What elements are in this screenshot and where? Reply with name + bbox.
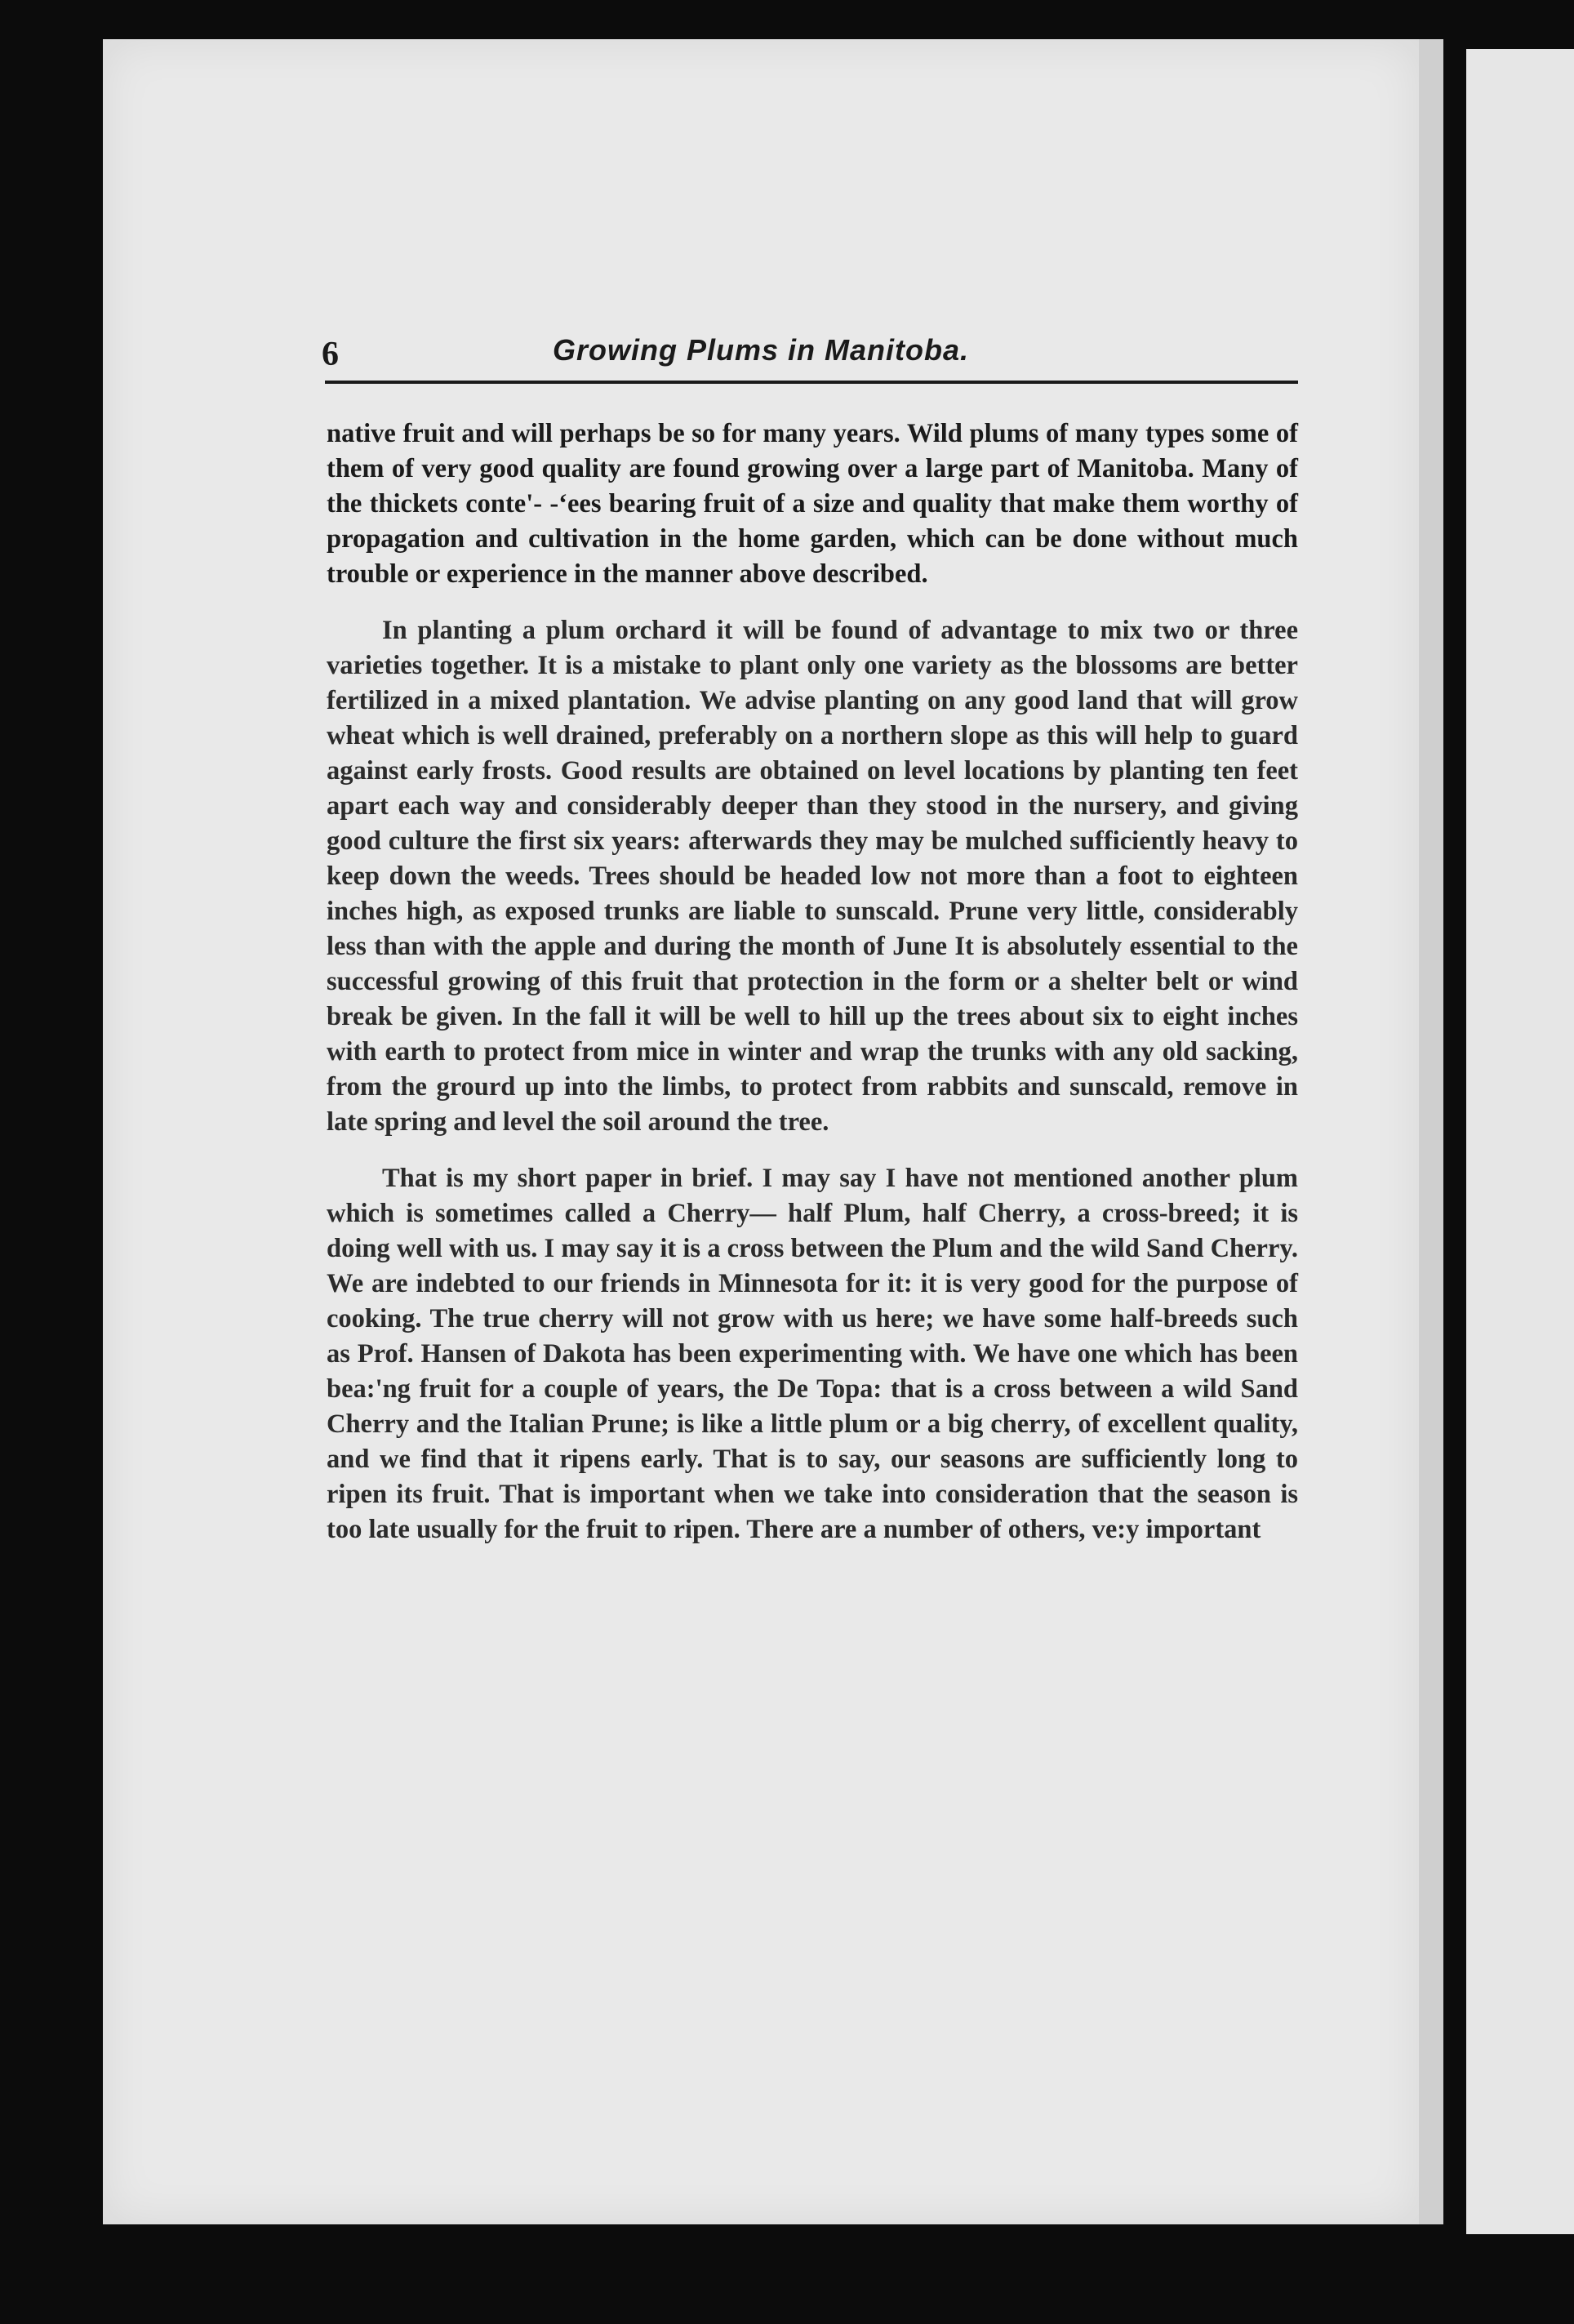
header-rule: [325, 381, 1298, 384]
facing-page-edge: [1466, 49, 1574, 2234]
running-title: Growing Plums in Manitoba.: [552, 333, 969, 367]
paragraph-2: In planting a plum orchard it will be found of advantage to mix two or three varieties together. It is a mistake to plant only one variety as the blossoms are better fertilized in a mixed plantation. We advise planting on any good land that will grow wheat which is well drained, preferably on a northern slope as this will help to guard against early frosts. Good results are obtained on level locations by planting ten feet apart each way and considerably deeper than they stood in the nursery, and giving good culture the first six years: afterwards they may be mulched sufficiently heavy to keep down the weeds. Trees should be headed low not more than a foot to eighteen inches high, as exposed trunks are liable to sunscald. Prune very little, considerably less than with the apple and during the month of June It is absolutely essential to the successful growing of this fruit that protection in the form or a shelter belt or wind break be given. In the fall it will be well to hill up the trees about six to eight inches with earth to protect from mice in winter and wrap the trunks with any old sacking, from the grourd up into the limbs, to protect from rabbits and sunscald, remove in late spring and level the soil around the tree.: [327, 616, 1298, 1137]
paragraph-1: native fruit and will perhaps be so for many years. Wild plums of many types some of them of very good quality are found growing over a large part of Manitoba. Many of the thickets conte'- -‘ees bearing fruit of a size and quality that make them worthy of propagation and cultivation in the home garden, which can be done without much trouble or experience in the manner above described.: [327, 419, 1298, 589]
page-number: 6: [322, 336, 339, 373]
paragraph-3: That is my short paper in brief. I may say I have not mentioned another plum which is sometimes called a Cherry— half Plum, half Cherry, a cross-breed; it is doing well with us. I may say it is a cross between the Plum and the wild Sand Cherry. We are indebted to our friends in Minnesota for it: it is very good for the purpose of cooking. The true cherry will not grow with us here; we have some half-breeds such as Prof. Hansen of Dakota has been experimenting with. We have one which has been bea:'ng fruit for a couple of years, the De Topa: that is a cross between a wild Sand Cherry and the Italian Prune; is like a little plum or a big cherry, of excellent quality, and we find that it ripens early. That is to say, our seasons are sufficiently long to ripen its fruit. That is important when we take into consideration that the season is too late usually for the fruit to ripen. There are a number of others, ve:y important: [327, 1164, 1298, 1544]
body-text: [327, 416, 1298, 1569]
page-gutter-shadow: [1419, 39, 1443, 2224]
page-header: [224, 330, 1298, 376]
